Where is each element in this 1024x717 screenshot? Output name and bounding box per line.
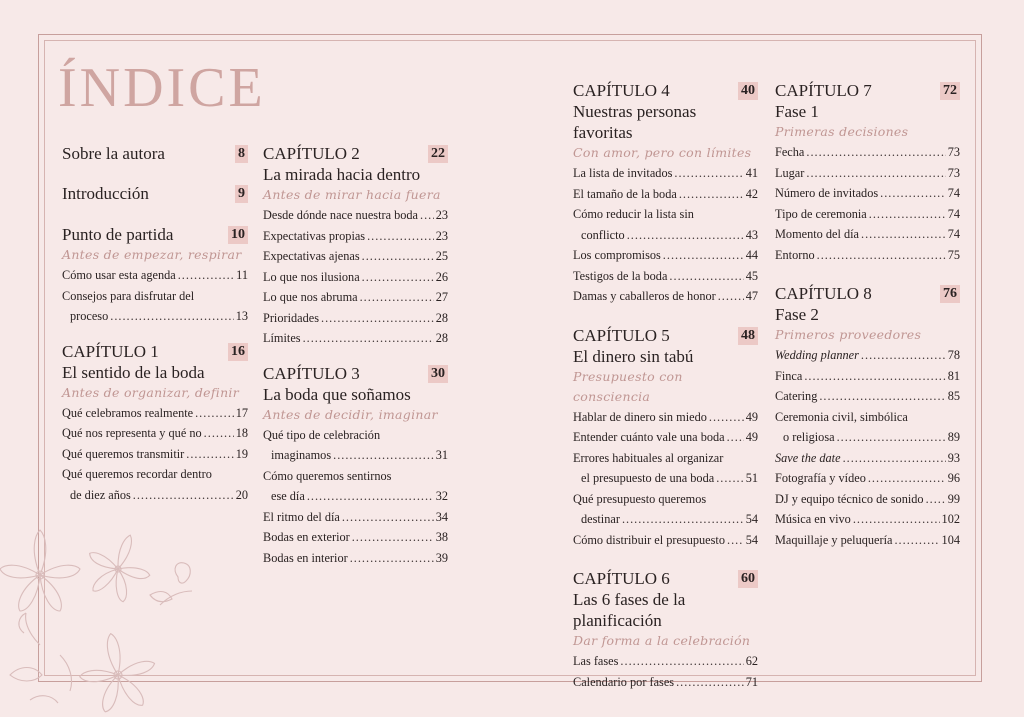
page-number: 22 <box>428 145 448 163</box>
entry-page: 54 <box>745 532 758 547</box>
page-number: 48 <box>738 327 758 345</box>
chapter-heading[interactable] <box>775 283 960 304</box>
entry-page: 27 <box>435 290 448 304</box>
chapter-title: Nuestras personas favoritas <box>573 102 697 142</box>
entry-page: 32 <box>435 489 448 503</box>
entry-label[interactable]: Qué tipo de celebración <box>263 427 381 442</box>
entry-label: Expectativas propias <box>263 228 366 243</box>
entry-label: Bodas en interior <box>263 550 348 565</box>
chapter-subtitle: Primeras decisiones <box>775 124 909 139</box>
entry-page: 25 <box>435 249 448 263</box>
chapter-subtitle: Dar forma a la celebración <box>573 633 751 648</box>
entry-label: Entender cuánto vale una boda <box>573 430 725 444</box>
toc-entry[interactable] <box>573 427 758 448</box>
chapter-label: CAPÍTULO 3 <box>263 363 360 383</box>
entry-page: 73 <box>947 145 960 159</box>
leader-dots <box>204 423 234 444</box>
chapter-title: El sentido de la boda <box>62 362 205 382</box>
entry-page: 45 <box>745 268 758 283</box>
toc-entry[interactable] <box>775 183 960 204</box>
leader-dots <box>360 287 434 308</box>
entry-page: 49 <box>745 409 758 424</box>
toc-entry[interactable] <box>263 486 448 507</box>
chapter-subtitle: Antes de organizar, definir <box>62 384 239 400</box>
leader-dots <box>861 345 946 366</box>
entry-label: Damas y caballeros de honor <box>573 289 716 303</box>
chapter-title: Fase 1 <box>775 102 819 121</box>
toc-entry[interactable] <box>62 306 248 327</box>
entry-page: 38 <box>435 530 448 544</box>
leader-dots <box>622 509 744 530</box>
chapter-heading[interactable] <box>263 143 448 164</box>
toc-entry[interactable] <box>62 423 248 444</box>
entry-label: Qué queremos transmitir <box>62 446 185 461</box>
page-number: 72 <box>940 82 960 100</box>
entry-page: 44 <box>745 248 758 262</box>
section-capitulo-8 <box>775 283 960 550</box>
entry-page: 28 <box>435 331 448 345</box>
leader-dots <box>727 530 744 551</box>
page-title: ÍNDICE <box>58 57 266 119</box>
entry-page: 13 <box>235 309 248 323</box>
toc-entry[interactable] <box>573 672 758 693</box>
entry-label: proceso <box>70 309 109 323</box>
entry-page: 54 <box>745 512 758 526</box>
leader-dots <box>804 366 945 387</box>
toc-entry[interactable] <box>263 527 448 548</box>
toc-entry[interactable] <box>775 468 960 489</box>
chapter-label: CAPÍTULO 7 <box>775 81 872 100</box>
leader-dots <box>716 468 744 489</box>
toc-entry[interactable] <box>573 468 758 489</box>
toc-entry[interactable] <box>573 509 758 530</box>
chapter-heading[interactable] <box>573 568 758 589</box>
toc-entry[interactable] <box>62 485 248 506</box>
toc-entry[interactable] <box>573 530 758 551</box>
chapter-heading[interactable] <box>62 341 248 362</box>
entry-label[interactable]: Consejos para disfrutar del <box>62 288 195 303</box>
section-capitulo-6 <box>573 568 758 692</box>
entry-page: 20 <box>235 487 248 502</box>
toc-entry[interactable] <box>263 445 448 466</box>
chapter-title: planificación <box>573 611 662 630</box>
leader-dots <box>869 204 946 225</box>
chapter-label: CAPÍTULO 1 <box>62 341 159 361</box>
column-4 <box>775 80 960 550</box>
entry-label: Testigos de la boda <box>573 268 668 283</box>
chapter-title: Las 6 fases de la <box>573 590 686 609</box>
entry-label: Fotografía y vídeo <box>775 471 866 485</box>
entry-label: Catering <box>775 389 818 403</box>
page-number: 9 <box>235 185 248 203</box>
entry-page: 19 <box>235 446 248 461</box>
entry-page: 99 <box>947 491 960 506</box>
entry-label: Número de invitados <box>775 186 879 200</box>
column-1 <box>62 143 248 505</box>
entry-page: 28 <box>435 310 448 325</box>
leader-dots <box>333 445 434 466</box>
chapter-heading[interactable] <box>263 363 448 384</box>
chapter-subtitle: Primeros proveedores <box>775 327 922 342</box>
toc-entry[interactable] <box>573 407 758 428</box>
section-capitulo-1 <box>62 341 248 506</box>
leader-dots <box>868 468 946 489</box>
toc-entry[interactable] <box>573 163 758 184</box>
entry-label: Maquillaje y peluquería <box>775 532 893 547</box>
entry-label: Qué nos representa y qué no <box>62 426 202 440</box>
leader-dots <box>321 308 434 329</box>
entry-label: Tipo de ceremonia <box>775 206 867 221</box>
toc-entry[interactable] <box>775 366 960 387</box>
leader-dots <box>880 183 946 204</box>
leader-dots <box>350 548 434 569</box>
toc-entry[interactable] <box>775 530 960 551</box>
entry-label[interactable]: Qué queremos recordar dentro <box>62 467 212 481</box>
entry-label: Las fases <box>573 654 619 668</box>
entry-label: ese día <box>271 489 305 503</box>
entry-page: 78 <box>947 348 960 362</box>
entry-label: Música en vivo <box>775 512 851 526</box>
entry-label: Expectativas ajenas <box>263 249 360 263</box>
chapter-subtitle: Antes de decidir, imaginar <box>263 406 438 422</box>
toc-entry[interactable] <box>775 509 960 530</box>
section-title: Punto de partida <box>62 225 174 244</box>
entry-label: el presupuesto de una boda <box>581 471 715 485</box>
leader-dots <box>303 328 434 349</box>
section-capitulo-7 <box>775 80 960 265</box>
entry-page: 42 <box>745 186 758 201</box>
entry-page: 49 <box>745 430 758 444</box>
chapter-subtitle: Antes de mirar hacia fuera <box>263 187 441 202</box>
leader-dots <box>133 485 234 506</box>
toc-entry-introduccion[interactable] <box>62 183 248 204</box>
chapter-subtitle: Presupuesto con consciencia <box>573 368 683 404</box>
toc-entry[interactable] <box>775 386 960 407</box>
toc-entry[interactable] <box>775 245 960 266</box>
entry-page: 81 <box>947 368 960 383</box>
entry-label: Finca <box>775 368 803 383</box>
leader-dots <box>806 163 945 184</box>
toc-entry[interactable] <box>775 448 960 469</box>
toc-entry[interactable] <box>62 444 248 465</box>
entry-label: Prioridades <box>263 310 320 325</box>
section-capitulo-4 <box>573 80 758 307</box>
entry-page: 104 <box>941 532 960 547</box>
section-heading[interactable] <box>62 224 248 245</box>
leader-dots <box>420 205 434 226</box>
entry-page: 31 <box>435 448 448 462</box>
toc-entry[interactable] <box>775 427 960 448</box>
page-number: 40 <box>738 82 758 100</box>
toc-entry[interactable] <box>775 224 960 245</box>
entry-label[interactable]: Ceremonia civil, simbólica <box>775 409 908 424</box>
toc-entry[interactable] <box>775 204 960 225</box>
entry-page: 23 <box>435 208 448 222</box>
page-number: 76 <box>940 285 960 303</box>
leader-dots <box>362 246 434 267</box>
column-3 <box>573 80 758 692</box>
floral-decoration-icon <box>0 525 210 717</box>
toc-label: Introducción <box>62 184 149 203</box>
leader-dots <box>620 651 743 672</box>
leader-dots <box>676 672 744 693</box>
entry-label: Límites <box>263 331 301 345</box>
leader-dots <box>718 286 744 307</box>
entry-page: 75 <box>947 247 960 262</box>
chapter-label: CAPÍTULO 5 <box>573 325 670 345</box>
page-number: 60 <box>738 570 758 588</box>
chapter-label: CAPÍTULO 4 <box>573 81 670 100</box>
entry-label: Lugar <box>775 165 805 180</box>
leader-dots <box>352 527 434 548</box>
entry-label: imaginamos <box>271 448 332 462</box>
entry-label: de diez años <box>70 487 131 502</box>
toc-entry[interactable] <box>573 225 758 246</box>
entry-label: Qué celebramos realmente <box>62 405 194 420</box>
toc-entry[interactable] <box>62 265 248 286</box>
toc-entry[interactable] <box>263 287 448 308</box>
leader-dots <box>367 226 434 247</box>
chapter-title: El dinero sin tabú <box>573 346 694 366</box>
leader-dots <box>674 163 743 184</box>
entry-label: destinar <box>581 512 620 526</box>
leader-dots <box>727 427 744 448</box>
toc-entry[interactable] <box>263 226 448 247</box>
leader-dots <box>843 448 946 469</box>
entry-label: DJ y equipo técnico de sonido <box>775 491 924 506</box>
leader-dots <box>627 225 744 246</box>
entry-label: Momento del día <box>775 227 860 241</box>
entry-page: 74 <box>947 186 960 200</box>
toc-label: Sobre la autora <box>62 144 165 163</box>
toc-entry[interactable] <box>573 286 758 307</box>
toc-entry[interactable] <box>263 246 448 267</box>
toc-entry[interactable] <box>263 267 448 288</box>
leader-dots <box>663 245 744 266</box>
entry-label: Calendario por fases <box>573 674 675 689</box>
entry-label: El ritmo del día <box>263 509 340 524</box>
leader-dots <box>669 266 743 287</box>
leader-dots <box>362 267 434 288</box>
leader-dots <box>679 184 744 205</box>
section-capitulo-2 <box>263 143 448 349</box>
leader-dots <box>709 407 744 428</box>
leader-dots <box>853 509 940 530</box>
entry-page: 34 <box>435 509 448 524</box>
chapter-subtitle: Con amor, pero con límites <box>573 145 752 160</box>
chapter-label: CAPÍTULO 8 <box>775 284 872 303</box>
entry-label: La lista de invitados <box>573 166 673 180</box>
entry-label: conflicto <box>581 227 625 242</box>
chapter-label: CAPÍTULO 2 <box>263 144 360 163</box>
entry-page: 26 <box>435 269 448 284</box>
section-capitulo-3 <box>263 363 448 569</box>
entry-page: 93 <box>947 450 960 465</box>
entry-page: 96 <box>947 471 960 485</box>
entry-label: Lo que nos ilusiona <box>263 269 360 284</box>
entry-label[interactable]: Qué presupuesto queremos <box>573 491 707 506</box>
leader-dots <box>861 224 946 245</box>
entry-label: Bodas en exterior <box>263 530 350 544</box>
entry-label: Entorno <box>775 247 815 262</box>
toc-entry[interactable] <box>263 308 448 329</box>
toc-entry[interactable] <box>775 489 960 510</box>
entry-label: Fecha <box>775 145 805 159</box>
entry-label: Wedding planner <box>775 348 859 362</box>
entry-page: 74 <box>947 206 960 221</box>
toc-entry[interactable] <box>263 328 448 349</box>
entry-label[interactable]: Cómo reducir la lista sin <box>573 207 694 221</box>
entry-page: 23 <box>435 228 448 243</box>
entry-page: 47 <box>745 289 758 303</box>
section-punto-de-partida <box>62 224 248 327</box>
leader-dots <box>817 245 946 266</box>
toc-entry[interactable] <box>775 345 960 366</box>
leader-dots <box>307 486 434 507</box>
entry-label: Hablar de dinero sin miedo <box>573 409 707 424</box>
leader-dots <box>342 507 434 528</box>
entry-page: 41 <box>745 166 758 180</box>
entry-page: 43 <box>745 227 758 242</box>
leader-dots <box>926 489 946 510</box>
entry-label: o religiosa <box>783 430 835 444</box>
page-number: 30 <box>428 365 448 383</box>
chapter-heading[interactable] <box>573 80 758 101</box>
entry-page: 62 <box>745 654 758 668</box>
entry-page: 51 <box>745 471 758 485</box>
entry-page: 11 <box>236 268 248 282</box>
chapter-title: La mirada hacia dentro <box>263 165 421 184</box>
toc-entry[interactable] <box>573 266 758 287</box>
entry-label: El tamaño de la boda <box>573 186 677 201</box>
entry-page: 18 <box>235 426 248 440</box>
leader-dots <box>195 403 234 424</box>
leader-dots <box>806 142 945 163</box>
page-number: 16 <box>228 343 248 361</box>
toc-entry[interactable] <box>775 142 960 163</box>
entry-page: 85 <box>947 389 960 403</box>
leader-dots <box>819 386 945 407</box>
entry-label: Desde dónde nace nuestra boda <box>263 208 419 222</box>
toc-entry[interactable] <box>263 205 448 226</box>
chapter-label: CAPÍTULO 6 <box>573 569 670 588</box>
entry-page: 73 <box>947 165 960 180</box>
chapter-title: La boda que soñamos <box>263 384 411 404</box>
entry-page: 17 <box>235 405 248 420</box>
toc-entry[interactable] <box>263 507 448 528</box>
page-number: 10 <box>228 226 248 244</box>
toc-entry-sobre[interactable] <box>62 143 248 164</box>
entry-page: 39 <box>435 550 448 565</box>
column-2 <box>263 143 448 568</box>
leader-dots <box>178 265 234 286</box>
chapter-heading[interactable] <box>573 325 758 346</box>
leader-dots <box>894 530 939 551</box>
entry-label: Cómo distribuir el presupuesto <box>573 532 725 547</box>
chapter-title: Fase 2 <box>775 305 819 324</box>
entry-page: 102 <box>941 512 960 526</box>
entry-label: Lo que nos abruma <box>263 290 358 304</box>
entry-label: Save the date <box>775 450 841 465</box>
entry-label: Los compromisos <box>573 248 661 262</box>
chapter-heading[interactable] <box>775 80 960 101</box>
section-subtitle: Antes de empezar, respirar <box>62 247 242 262</box>
toc-entry[interactable] <box>62 403 248 424</box>
entry-page: 71 <box>745 674 758 689</box>
entry-page: 89 <box>947 430 960 444</box>
section-capitulo-5 <box>573 325 758 551</box>
leader-dots <box>186 444 233 465</box>
entry-label[interactable]: Errores habituales al organizar <box>573 450 724 465</box>
toc-entry[interactable] <box>573 184 758 205</box>
leader-dots <box>110 306 233 327</box>
page-number: 8 <box>235 145 248 163</box>
toc-entry[interactable] <box>263 548 448 569</box>
toc-entry[interactable] <box>573 245 758 266</box>
toc-entry[interactable] <box>573 651 758 672</box>
leader-dots <box>837 427 946 448</box>
toc-entry[interactable] <box>775 163 960 184</box>
entry-page: 74 <box>947 227 960 241</box>
entry-label[interactable]: Cómo queremos sentirnos <box>263 468 392 483</box>
entry-label: Cómo usar esta agenda <box>62 268 176 282</box>
